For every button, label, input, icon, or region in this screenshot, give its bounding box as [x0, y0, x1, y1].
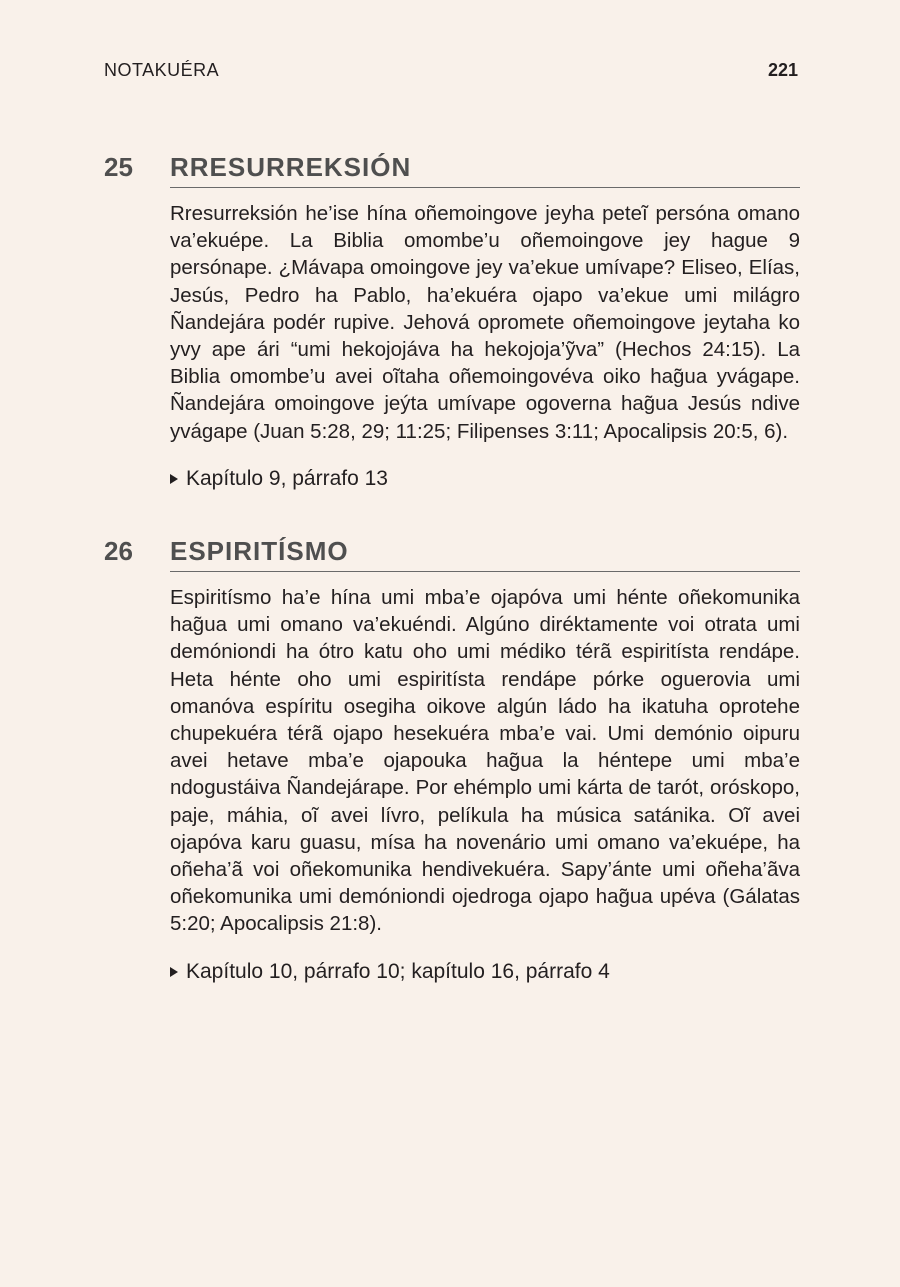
heading-rule	[170, 187, 800, 188]
heading-rule	[170, 571, 800, 572]
note-heading	[104, 152, 800, 192]
chapter-reference[interactable]	[170, 958, 800, 986]
note-title: ESPIRITÍSMO	[170, 536, 349, 566]
note-26	[104, 536, 800, 986]
chapter-reference[interactable]	[170, 465, 800, 493]
note-body: Rresurreksión he’ise hína oñemoingove jeyha peteĩ persóna omano va’ekuépe. La Biblia omombe’u oñemoingove jey hague 9 persónape. ¿Mávapa omoingove jey va’ekue umívape? Eliseo, Elías, Jesús, Pedro ha Pablo, ha’ekuéra ojapo va’ekue umi milágro Ñandejára podér rupive. Jehová opromete oñemoingove jeytaha ko yvy ape ári “umi hekojojáva ha hekojoja’ỹva” (Hechos 24:15). La Biblia omombe’u avei oĩtaha oñemoingovéva oiko hag̃ua yvágape. Ñandejára omoingove jeýta umívape ogoverna hag̃ua Jesús ndive yvágape (Juan 5:28, 29; 11:25; Filipenses 3:11; Apocalipsis 20:5, 6).	[170, 202, 800, 443]
reference-text: Kapítulo 10, párrafo 10; kapítulo 16, párrafo 4	[186, 960, 610, 984]
note-title: RRESURREKSIÓN	[170, 152, 412, 182]
note-number: 25	[104, 152, 133, 182]
page-number: 221	[767, 60, 798, 80]
note-number: 26	[104, 536, 133, 566]
reference-text: Kapítulo 9, párrafo 13	[186, 467, 388, 491]
note-heading	[104, 536, 800, 576]
triangle-right-icon	[170, 474, 178, 484]
running-head: NOTAKUÉRA	[104, 60, 220, 80]
note-body: Espiritísmo ha’e hína umi mba’e ojapóva umi hénte oñekomunika hag̃ua umi omano va’ekuéndi. Algúno diréktamente voi otrata umi demóniondi ha ótro katu oho umi médiko térã espiritísta rendápe. Heta hénte oho umi espiritísta rendápe pórke oguerovia umi omanóva espíritu osegiha oikove algún ládo ha ikatuha oprotehe chupekuéra térã ojapo hesekuéra mba’e vai. Umi demónio oipuru avei hetave mba’e ojapouka hag̃ua la héntepe umi mba’e ndogustáiva Ñandejárape. Por ehémplo umi kárta de tarót, oróskopo, paje, máhia, oĩ avei lívro, pelíkula ha música satánika. Oĩ avei ojapóva karu guasu, mísa ha novenário umi omano va’ekuépe, ha oñeha’ã voi oñekomunika hendivekuéra. Sapy’ánte umi oñeha’ãva oñekomunika umi demóniondi ojedroga ojapo hag̃ua upéva (Gálatas 5:20; Apocalipsis 21:8).	[170, 586, 800, 936]
note-25	[104, 152, 800, 493]
triangle-right-icon	[170, 967, 178, 977]
